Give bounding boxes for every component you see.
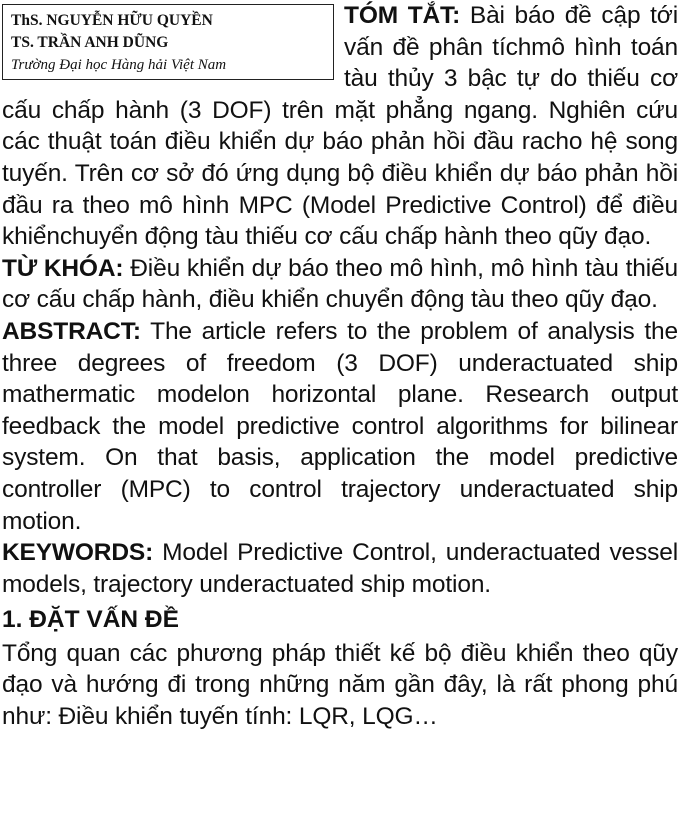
keywords-vi-label: TỪ KHÓA: bbox=[2, 254, 124, 282]
summary-vi-text: Bài báo đề cập tới vấn đề phân tíchmô hình toán tàu thủy 3 bậc tự do thiếu cơ cấu chấp hành (3 DOF) trên mặt phẳng ngang. Nghiên cứu các thuật toán điều khiển dự báo phản hồi đầu racho hệ song tuyến. Trên cơ sở đó ứng dụng bộ điều khiển dự báo phản hồi đầu ra theo mô hình MPC (Model Predictive Control) để điều khiểnchuyển động tàu thiếu cơ cấu chấp hành theo qũy đạo. bbox=[2, 2, 678, 251]
author-1: ThS. NGUYỄN HỮU QUYỀN bbox=[11, 12, 213, 29]
author-2: TS. TRẦN ANH DŨNG bbox=[11, 34, 169, 51]
affiliation: Trường Đại học Hàng hải Việt Nam bbox=[11, 57, 227, 73]
keywords-vi bbox=[2, 253, 678, 316]
section-heading: 1. ĐẶT VẤN ĐỀ bbox=[2, 606, 179, 634]
abstract-en-text: The article refers to the problem of analysis the three degrees of freedom (3 DOF) underactuated ship mathermatic modelon horizontal plane. Research output feedback the model predictive control algorithms for bilinear system. On that basis, application the model predictive controller (MPC) to control trajectory underactuated ship motion. bbox=[2, 317, 678, 535]
abstract-en-label: ABSTRACT: bbox=[2, 317, 141, 345]
abstract-en bbox=[2, 316, 678, 537]
keywords-vi-text: Điều khiển dự báo theo mô hình, mô hình tàu thiếu cơ cấu chấp hành, điều khiển chuyển động tàu theo qũy đạo. bbox=[2, 254, 678, 314]
section-body: Tổng quan các phương pháp thiết kế bộ điều khiển theo qũy đạo và hướng đi trong những năm gần đây, là rất phong phú như: Điều khiển tuyến tính: LQR, LQG… bbox=[2, 639, 678, 731]
author-box bbox=[2, 4, 334, 80]
summary-vi-label: TÓM TẮT: bbox=[344, 2, 461, 29]
keywords-en-text: Model Predictive Control, underactuated vessel models, trajectory underactuated ship motion. bbox=[2, 539, 678, 598]
keywords-en bbox=[2, 537, 678, 600]
keywords-en-label: KEYWORDS: bbox=[2, 539, 154, 567]
